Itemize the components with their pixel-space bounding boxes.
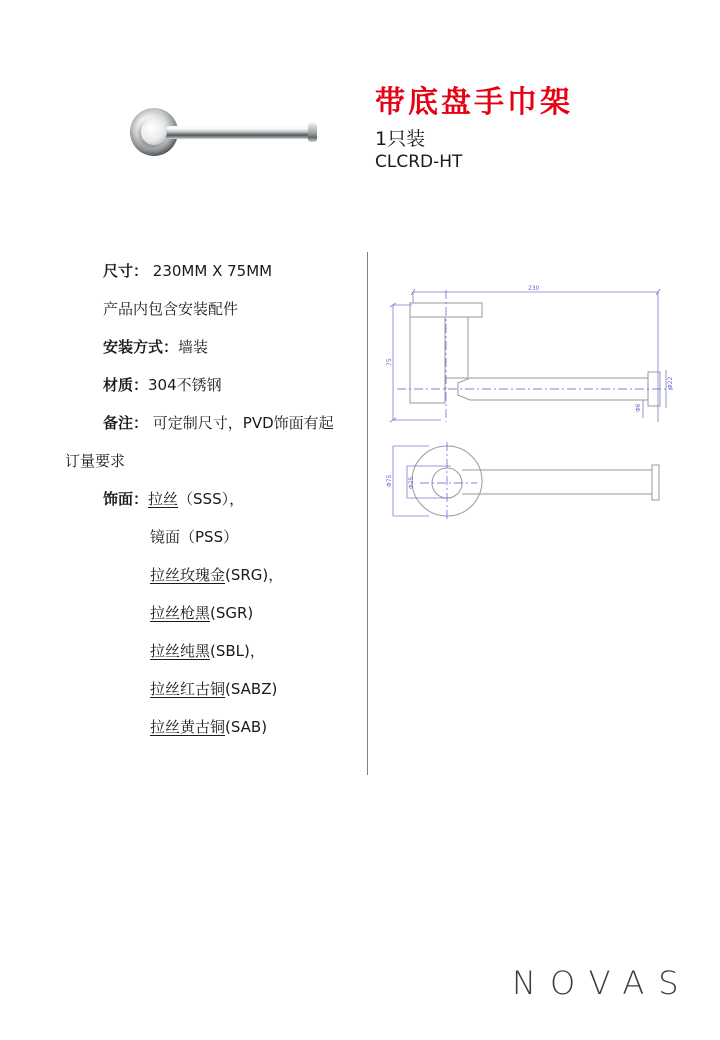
spec-line: [65, 336, 375, 359]
spec-line: [65, 716, 375, 739]
dimension-length: [411, 285, 660, 422]
spec-line: [65, 450, 375, 473]
dimension-bar: [635, 400, 643, 418]
dim-label-length: 230: [528, 285, 540, 292]
spec-text-segment: 镜面（PSS）: [150, 528, 239, 546]
brand-logo: NOVAS: [512, 964, 693, 1002]
technical-drawing: [385, 282, 685, 562]
spec-text-segment: 拉丝黄古铜: [150, 718, 226, 736]
spec-text-segment: (SAB): [225, 718, 268, 736]
spec-text-segment: 拉丝玫瑰金: [150, 566, 226, 584]
photo-bar-end-cap: [308, 123, 317, 142]
spec-text-segment: 230MM X 75MM: [148, 262, 273, 280]
spec-line: [65, 526, 375, 549]
spec-text-segment: 拉丝纯黑: [150, 642, 211, 660]
product-photo: [108, 90, 338, 180]
spec-text-segment: 安装方式：: [103, 338, 179, 356]
spec-text-segment: 产品内包含安装配件: [103, 300, 239, 318]
spec-line: [65, 298, 375, 321]
spec-line: [65, 602, 375, 625]
spec-text-segment: 饰面：: [103, 490, 149, 508]
vertical-divider: [367, 252, 368, 775]
spec-line: [65, 678, 375, 701]
product-title: 带底盘手巾架: [375, 85, 573, 120]
spec-text-segment: (SBL)，: [210, 642, 265, 660]
spec-line: [65, 640, 375, 663]
spec-text-segment: 订量要求: [65, 452, 126, 470]
spec-text-segment: 尺寸：: [103, 262, 149, 280]
drawing-front-view: [386, 442, 659, 520]
spec-text-segment: (SRG)，: [225, 566, 284, 584]
spec-lines: [65, 260, 375, 754]
dim-label-plate-dia: Φ75: [386, 474, 393, 487]
title-block: [375, 84, 695, 173]
spec-text-segment: 备注：: [103, 414, 149, 432]
spec-line: [65, 488, 375, 511]
spec-text-segment: 拉丝: [148, 490, 179, 508]
photo-mount-hub: [141, 119, 167, 145]
spec-text-segment: (SABZ): [225, 680, 278, 698]
spec-text-segment: 304不锈钢: [148, 376, 222, 394]
spec-line: [65, 260, 375, 283]
spec-line: [65, 374, 375, 397]
dimension-end-cap: [666, 370, 674, 408]
spec-text-segment: 墙装: [178, 338, 209, 356]
spec-text-segment: （SSS），: [178, 490, 245, 508]
dim-label-bar: Φ6: [635, 403, 642, 412]
dim-label-end-cap: Φ22: [667, 376, 674, 389]
spec-text-segment: 材质：: [103, 376, 149, 394]
spec-text-segment: 可定制尺寸，PVD饰面有起: [148, 414, 334, 432]
spec-text-segment: (SGR): [210, 604, 254, 622]
pack-quantity: 1只装: [375, 128, 426, 150]
model-number: CLCRD-HT: [375, 152, 463, 172]
dim-label-inner-dia: Φ25: [408, 476, 415, 489]
spec-text-segment: 拉丝红古铜: [150, 680, 226, 698]
front-bar-outline: [462, 465, 659, 500]
photo-towel-bar: [164, 126, 316, 139]
spec-line: [65, 412, 375, 435]
spec-line: [65, 564, 375, 587]
dim-label-height: 75: [386, 358, 393, 366]
drawing-top-view: [386, 285, 674, 422]
spec-text-segment: 拉丝枪黑: [150, 604, 211, 622]
dimension-height: [386, 303, 441, 422]
